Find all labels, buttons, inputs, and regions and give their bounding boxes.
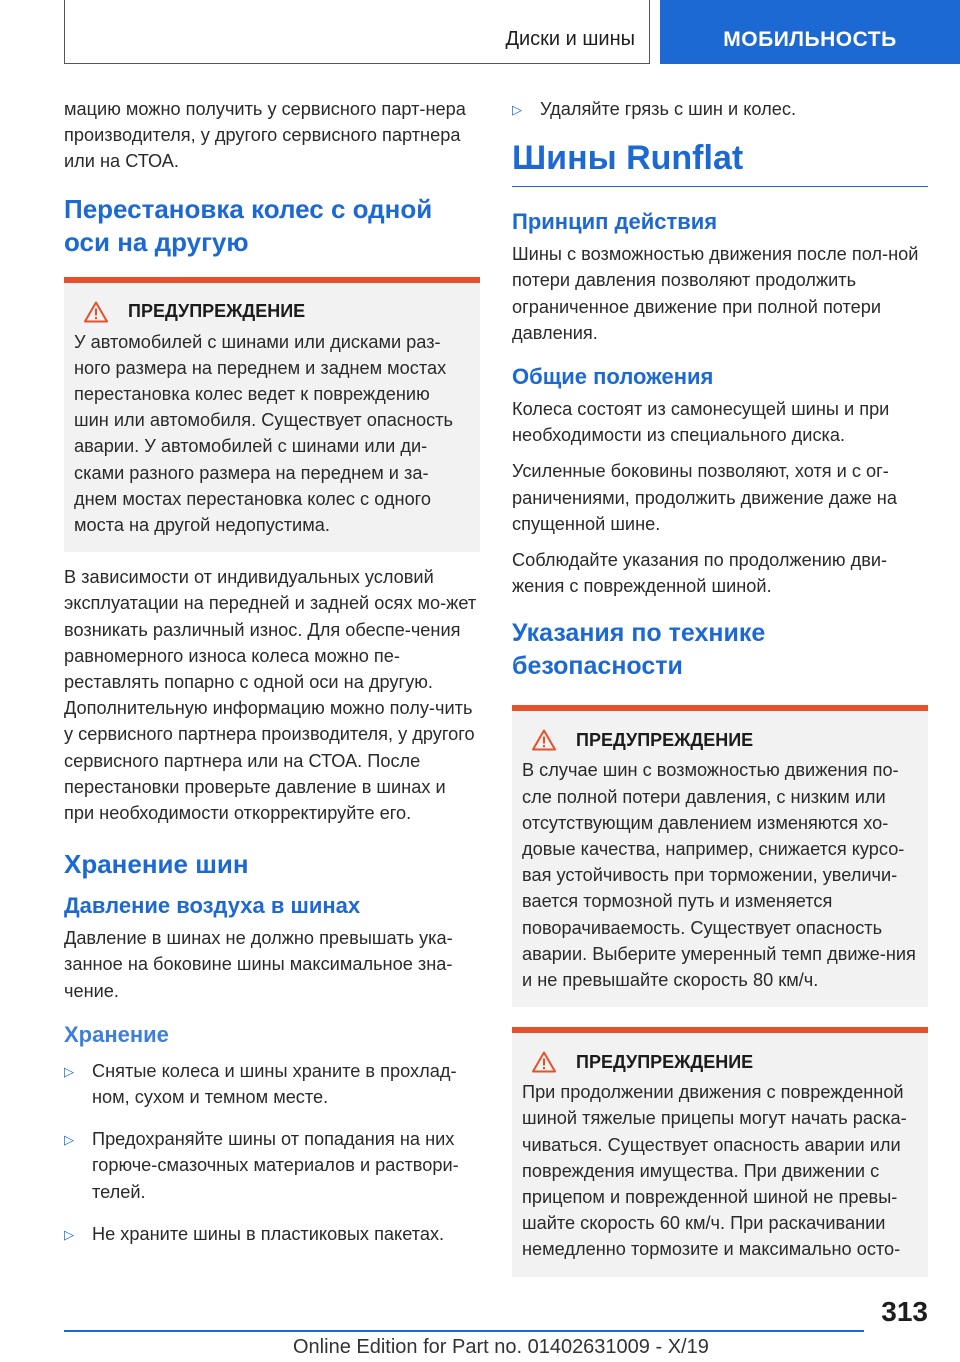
header-section-box (64, 0, 650, 64)
warning-label: ПРЕДУПРЕЖДЕНИЕ (128, 301, 306, 322)
warning-box-runflat-handling (512, 705, 928, 1007)
heading-runflat: Шины Runflat (512, 139, 928, 187)
warning-box-rotation (64, 277, 480, 553)
principle-paragraph: Шины с возможностью движения после пол-ной потери давления позволяют продолжить ограниченное движение при полной потери давления. (512, 244, 919, 343)
pressure-paragraph: Давление в шинах не должно превышать ука-занное на боковине шины максимальное зна-чение. (64, 928, 453, 1001)
warning-header (522, 729, 916, 751)
warning-label: ПРЕДУПРЕЖДЕНИЕ (576, 729, 754, 750)
warning-text: В случае шин с возможностью движения по-сле полной потери давления, с низким или отсутствующим давлением изменяются хо-довые качества, например, снижается курсо-вая устойчивость при торможении, увеличи-вается тормозной путь и изменяется поворачиваемость. Существует опасность аварии. Выберите умеренный темп движе-ния и не превышайте скорость 80 км/ч. (522, 760, 916, 991)
storage-bullet-list (64, 1058, 480, 1248)
general-paragraph-3: Соблюдайте указания по продолжению дви-жения с поврежденной шиной. (512, 550, 888, 597)
triangle-bullet-icon: ▷ (64, 1226, 74, 1242)
general-paragraph-2: Усиленные боковины позволяют, хотя и с ог-раничениями, продолжить движение даже на спущенной шине. (512, 461, 897, 534)
page-number: 313 (881, 1296, 928, 1327)
heading-tire-storage: Хранение шин (64, 849, 249, 880)
left-column (64, 96, 480, 1264)
warning-box-trailer (512, 1027, 928, 1276)
heading-safety: Указания по технике безопасности (512, 619, 766, 681)
warning-header (74, 301, 468, 323)
header-chapter-title: МОБИЛЬНОСТЬ (723, 28, 897, 51)
warning-text: При продолжении движения с поврежденной шиной тяжелые прицепы могут начать раска-чиваться. Существует опасность аварии или повреждения имущества. При движении с прицепом и поврежденной шиной не превы-шайте скорость 60 км/ч. При раскачивании немедленно тормозите и максимально осто- (522, 1082, 907, 1260)
warning-header (522, 1051, 916, 1073)
triangle-bullet-icon: ▷ (64, 1063, 74, 1079)
triangle-bullet-icon: ▷ (64, 1132, 74, 1148)
header-section-title: Диски и шины (505, 28, 635, 50)
warning-triangle-icon (532, 1051, 556, 1073)
header-chapter-tab (660, 0, 960, 64)
right-column (512, 96, 928, 1289)
list-item: ▷ Предохраняйте шины от попадания на них горюче-смазочных материалов и раствори-телей. (64, 1126, 480, 1205)
warning-label: ПРЕДУПРЕЖДЕНИЕ (576, 1051, 754, 1072)
warning-triangle-icon (532, 729, 556, 751)
rotation-paragraph: В зависимости от индивидуальных условий эксплуатации на передней и задней осях мо-жет возникать различный износ. Для обеспе-чения равномерного износа колеса можно пе-реставлять попарно с одной оси на другую. Дополнительную информацию можно полу-чить у сервисного партнера производителя, у другого сервисного партнера или на СТОА. После перестановки проверьте давление в шинах и при необходимости откорректируйте его. (64, 567, 477, 824)
triangle-bullet-icon: ▷ (512, 102, 522, 117)
heading-general: Общие положения (512, 364, 714, 390)
warning-text: У автомобилей с шинами или дисками раз-ного размера на переднем и заднем мостах перестановка колес ведет к повреждению шин или автомобиля. Существует опасность аварии. У автомобилей с шинами или ди-сками разного размера на переднем и за-днем мостах перестановка колес с одного моста на другой недопустима. (74, 331, 454, 536)
heading-wheel-rotation: Перестановка колес с одной оси на другую (64, 193, 433, 257)
list-item: ▷ Удаляйте грязь с шин и колес. (512, 96, 928, 123)
footer-divider (64, 1330, 864, 1332)
intro-paragraph: мацию можно получить у сервисного парт-нера производителя, у другого сервисного партнера или на СТОА. (64, 99, 466, 172)
heading-storage: Хранение (64, 1021, 169, 1047)
cleaning-bullet-list (512, 96, 928, 123)
general-paragraph-1: Колеса состоят из самонесущей шины и при необходимости из специального диска. (512, 399, 890, 446)
warning-triangle-icon (84, 301, 108, 323)
list-item: ▷ Снятые колеса и шины храните в прохлад-ном, сухом и темном месте. (64, 1058, 480, 1110)
heading-tire-pressure: Давление воздуха в шинах (64, 893, 361, 919)
list-item: ▷ Не храните шины в пластиковых пакетах. (64, 1221, 480, 1248)
footer-edition: Online Edition for Part no. 01402631009 - X/19 (293, 1336, 709, 1358)
heading-principle: Принцип действия (512, 209, 718, 235)
